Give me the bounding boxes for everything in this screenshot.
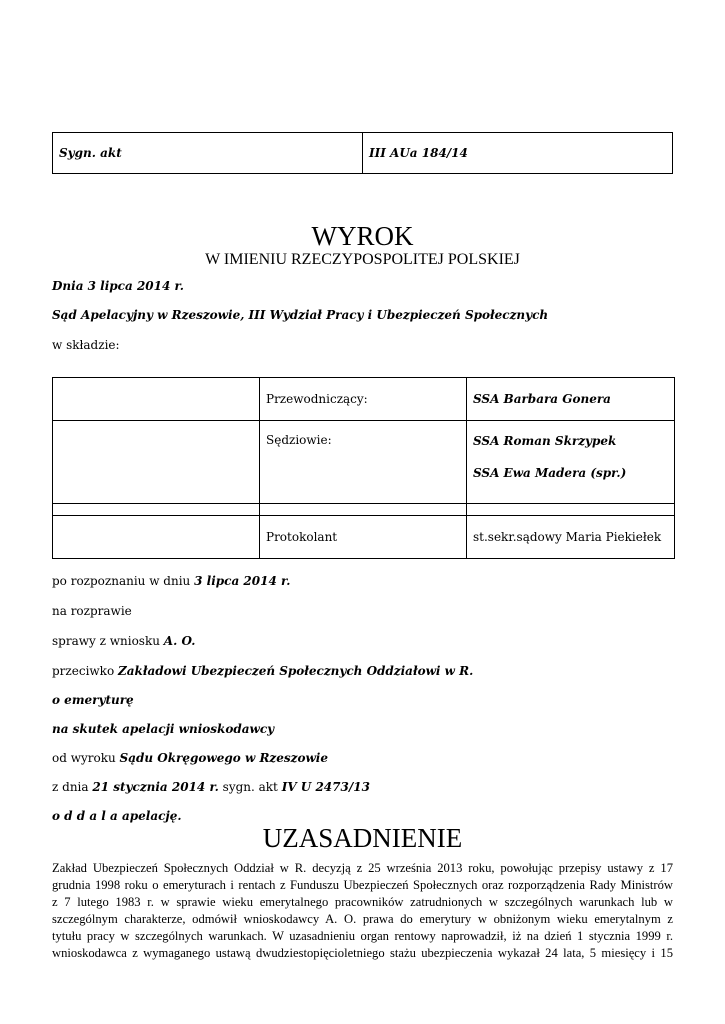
justification-line: wnioskodawca z wymaganego ustawą dwudziestopięcioletniego stażu ubezpieczenia wykazał 24 lata, 5 miesięcy i 15 bbox=[52, 946, 673, 960]
judge-name: SSA Ewa Madera (spr.) bbox=[473, 466, 627, 480]
case-signature-table bbox=[52, 132, 673, 174]
proceedings-text: sprawy z wniosku bbox=[52, 634, 164, 648]
applicant-name: A. O. bbox=[163, 634, 196, 648]
justification-line: szczególnym charakterze, odmówił wnioskodawcy A. O. prawa do emerytury w obniżonym wieku emerytalnym z bbox=[52, 912, 673, 926]
lower-judgment-date: 21 stycznia 2014 r. bbox=[92, 780, 219, 794]
justification-line: z 7 lutego 1983 r. w sprawie wieku emerytalnego pracowników zatrudnionych w szczególnych warunkach lub w bbox=[52, 895, 673, 909]
case-signature-label: Sygn. akt bbox=[53, 133, 363, 174]
proceedings-line bbox=[52, 573, 290, 589]
court-name: Sąd Apelacyjny w Rzeszowie, III Wydział Pracy i Ubezpieczeń Społecznych bbox=[52, 308, 549, 322]
court-composition-table bbox=[52, 377, 675, 559]
proceedings-line bbox=[52, 663, 473, 679]
justification-line: tytułu pracy w szczególnych warunkach. W uzasadnieniu organ rentowy naprowadził, iż na dzień 1 stycznia 1999 r. bbox=[52, 929, 673, 943]
clerk-name: st.sekr.sądowy Maria Piekiełek bbox=[467, 516, 675, 559]
composition-empty-cell bbox=[467, 504, 675, 516]
judges-names bbox=[467, 421, 675, 504]
proceedings-line: na rozprawie bbox=[52, 604, 132, 618]
composition-empty-cell bbox=[53, 504, 260, 516]
judges-label: Sędziowie: bbox=[260, 421, 467, 504]
justification-line: Zakład Ubezpieczeń Społecznych Oddział w R. decyzją z 25 września 2013 roku, powołując przepisy ustawy z 17 bbox=[52, 861, 673, 875]
proceedings-line bbox=[52, 779, 370, 795]
clerk-label: Protokolant bbox=[260, 516, 467, 559]
document-subtitle: W IMIENIU RZECZYPOSPOLITEJ POLSKIEJ bbox=[205, 251, 520, 268]
judgment-date: Dnia 3 lipca 2014 r. bbox=[52, 279, 184, 293]
document-title: WYROK bbox=[311, 221, 414, 251]
composition-empty-cell bbox=[53, 378, 260, 421]
lower-case-signature: IV U 2473/13 bbox=[281, 780, 370, 794]
proceedings-text: przeciwko bbox=[52, 664, 118, 678]
proceedings-line bbox=[52, 750, 328, 766]
proceedings-text: od wyroku bbox=[52, 751, 120, 765]
composition-intro: w składzie: bbox=[52, 338, 120, 352]
chair-label: Przewodniczący: bbox=[260, 378, 467, 421]
proceedings-text: z dnia bbox=[52, 780, 93, 794]
proceedings-text: po rozpoznaniu w dniu bbox=[52, 574, 195, 588]
composition-empty-cell bbox=[53, 421, 260, 504]
proceedings-text: sygn. akt bbox=[218, 780, 282, 794]
composition-empty-cell bbox=[53, 516, 260, 559]
judge-name: SSA Roman Skrzypek bbox=[473, 434, 617, 448]
composition-empty-cell bbox=[260, 504, 467, 516]
lower-court-name: Sądu Okręgowego w Rzeszowie bbox=[119, 751, 328, 765]
justification-line: grudnia 1998 roku o emeryturach i rentach z Funduszu Ubezpieczeń Społecznych oraz rozporządzenia Rady Ministrów bbox=[52, 878, 673, 892]
justification-title: UZASADNIENIE bbox=[262, 823, 463, 853]
ruling: o d d a l a apelację. bbox=[52, 809, 182, 823]
case-signature-value: III AUa 184/14 bbox=[363, 133, 673, 174]
proceedings-line bbox=[52, 633, 195, 649]
respondent-name: Zakładowi Ubezpieczeń Społecznych Oddziałowi w R. bbox=[117, 664, 474, 678]
chair-name: SSA Barbara Gonera bbox=[467, 378, 675, 421]
hearing-date: 3 lipca 2014 r. bbox=[194, 574, 291, 588]
case-subject: o emeryturę bbox=[52, 693, 134, 707]
justification-paragraph bbox=[52, 860, 673, 962]
appeal-basis: na skutek apelacji wnioskodawcy bbox=[52, 722, 275, 736]
